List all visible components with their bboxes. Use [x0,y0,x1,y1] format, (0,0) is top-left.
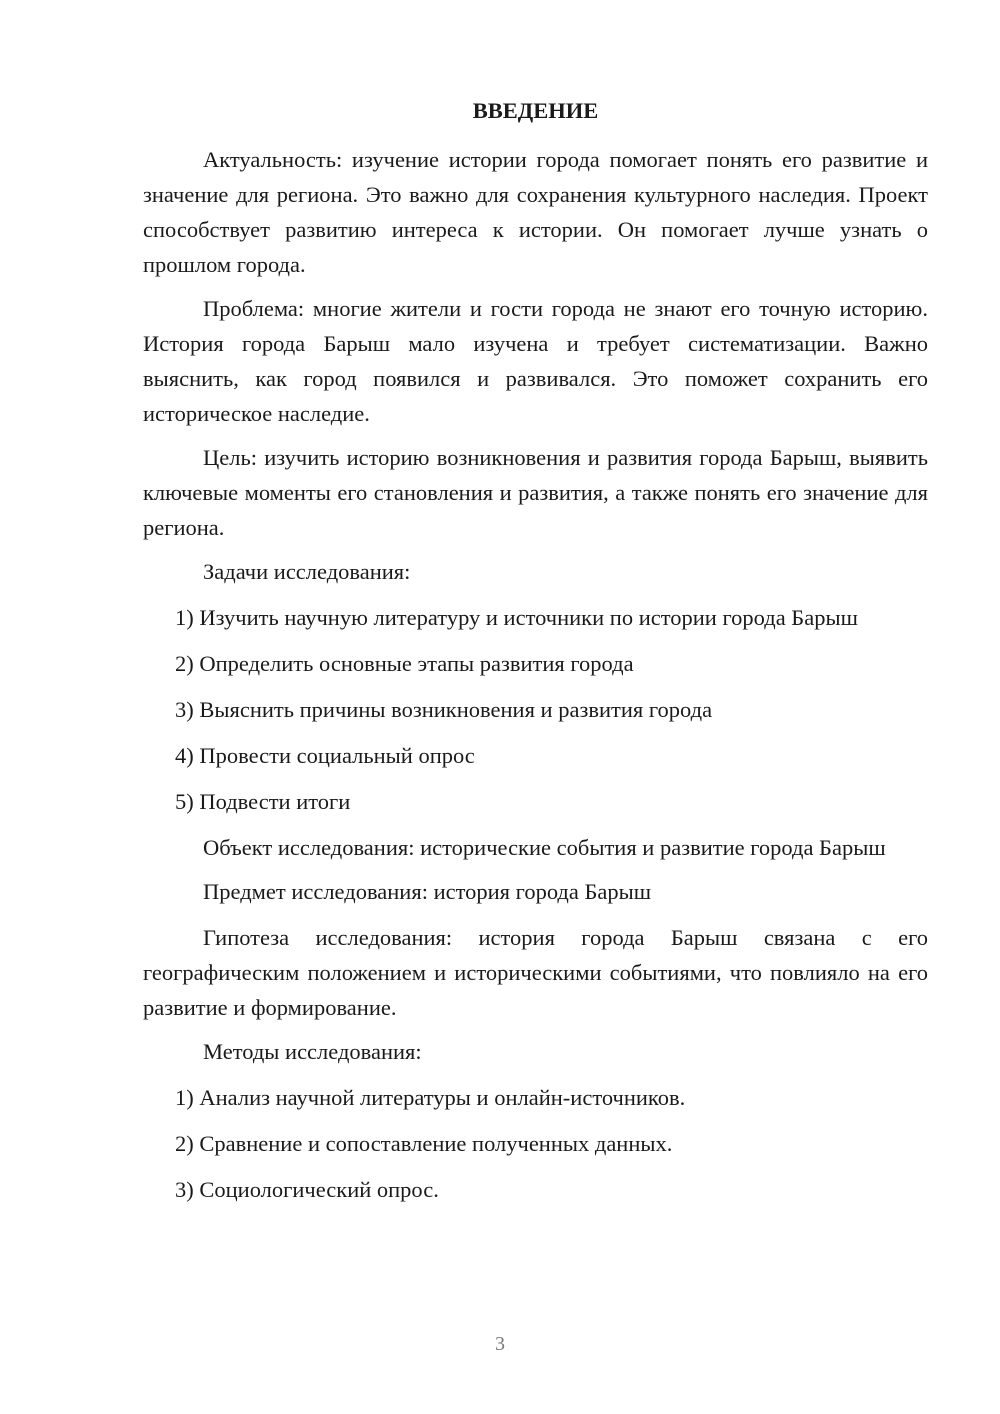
methods-title: Методы исследования: [203,1039,422,1064]
method-item: 2) Сравнение и сопоставление полученных данных. [175,1131,673,1156]
object-paragraph: Объект исследования: исторические события и развитие города Барыш [203,835,886,860]
page-number: 3 [495,1333,505,1355]
task-item: 2) Определить основные этапы развития города [175,651,634,676]
section-heading: ВВЕДЕНИЕ [472,98,599,123]
problem-paragraph: Проблема: многие жители и гости города не знают его точную историю. История города Барыш мало изучена и требует систематизации. Важно выяснить, как город появился и развивался. Это поможет сохранить его историческое наследие. [143,296,928,426]
subject-paragraph: Предмет исследования: история города Барыш [203,879,652,904]
relevance-paragraph: Актуальность: изучение истории города помогает понять его развитие и значение для региона. Это важно для сохранения культурного наследия. Проект способствует развитию интереса к истории. Он помогает лучше узнать о прошлом города. [143,147,928,277]
task-item: 5) Подвести итоги [175,789,351,814]
method-item: 3) Социологический опрос. [175,1177,439,1202]
task-item: 4) Провести социальный опрос [175,743,475,768]
hypothesis-paragraph: Гипотеза исследования: история города Барыш связана с его географическим положением и историческими событиями, что повлияло на его развитие и формирование. [143,925,928,1020]
task-item: 3) Выяснить причины возникновения и развития города [175,697,713,722]
task-item: 1) Изучить научную литературу и источники по истории города Барыш [175,605,858,630]
document-body [143,88,928,1218]
tasks-list [143,600,928,819]
tasks-title: Задачи исследования: [203,559,411,584]
methods-list [143,1080,928,1207]
method-item: 1) Анализ научной литературы и онлайн-источников. [175,1085,686,1110]
goal-paragraph: Цель: изучить историю возникновения и развития города Барыш, выявить ключевые моменты его становления и развития, а также понять его значение для региона. [143,445,928,540]
